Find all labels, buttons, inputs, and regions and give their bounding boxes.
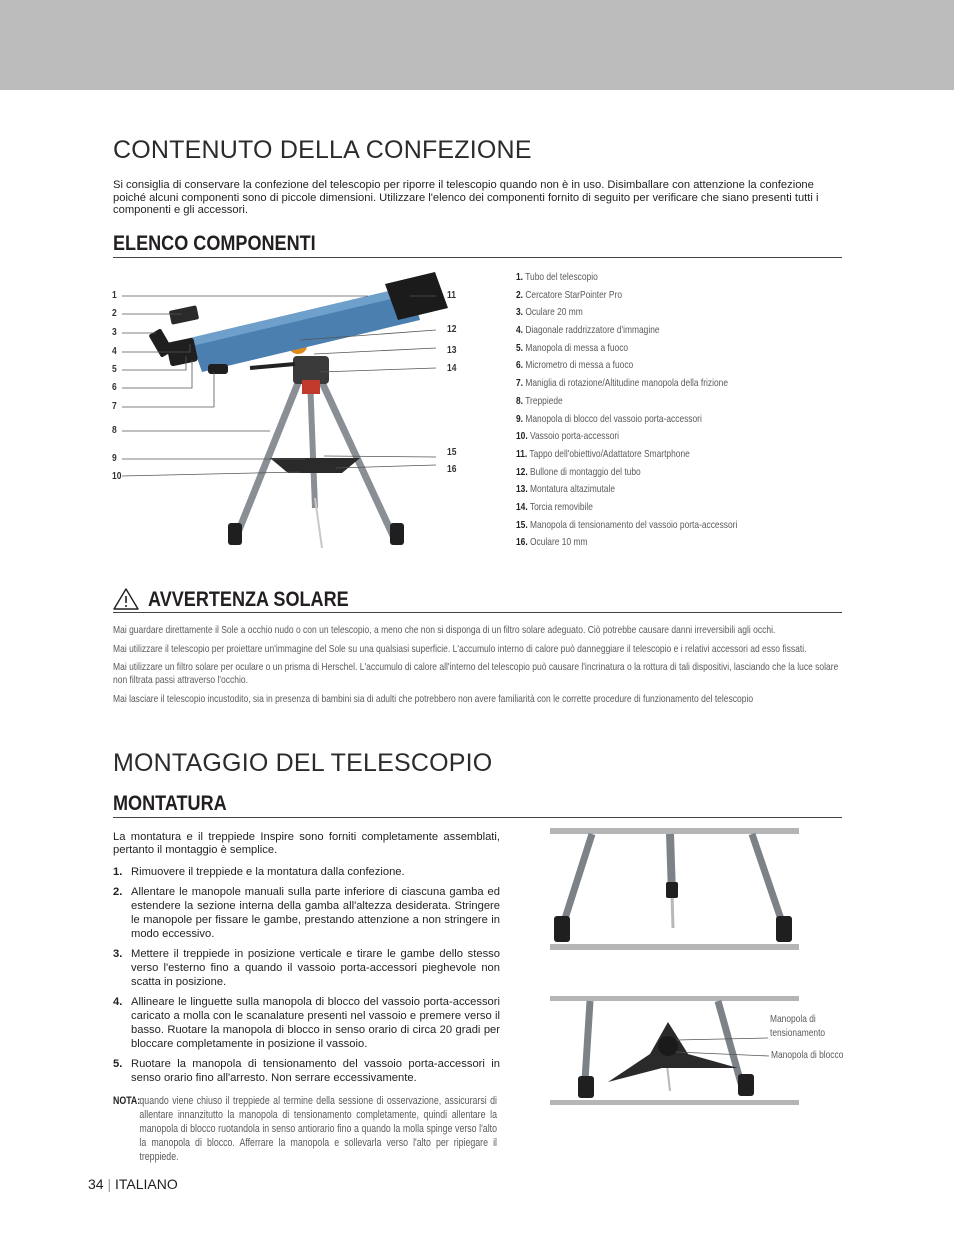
callout-12: 12 [447, 324, 457, 335]
list-item: 4. Allineare le linguette sulla manopola di blocco del vassoio porta-accessori caricato a molla con le scanalature presenti nel vassoio e premere verso il basso. Ruotare la manopola di blocco in senso orario di circa 20 gradi per bloccare completamente in posizione il vassoio. [113, 996, 500, 1050]
callout-8: 8 [112, 425, 117, 436]
assembly-steps [113, 866, 500, 1092]
list-item: 10. Vassoio porta-accessori [516, 430, 620, 443]
list-item: 2. Allentare le manopole manuali sulla parte inferiore di ciascuna gamba ed estendere la sezione interna della gamba all'altezza desiderata. Stringere le manopole per fissare le gambe, prestando attenzione a non stringere in modo eccessivo. [113, 886, 500, 940]
list-item: 11. Tappo dell'obiettivo/Adattatore Smartphone [516, 447, 690, 460]
section-title-assembly: MONTAGGIO DEL TELESCOPIO [113, 749, 493, 777]
list-item: 5. Manopola di messa a fuoco [516, 341, 629, 354]
list-item: 14. Torcia removibile [516, 500, 593, 513]
callout-11: 11 [447, 290, 456, 301]
list-item: 16. Oculare 10 mm [516, 536, 588, 549]
list-item: 6. Micrometro di messa a fuoco [516, 359, 634, 372]
accessory-tray-photo [550, 996, 799, 1106]
section-title-contents: CONTENUTO DELLA CONFEZIONE [113, 136, 532, 164]
list-item: 7. Maniglia di rotazione/Altitudine manopola della frizione [516, 377, 729, 390]
footer-separator: | [107, 1176, 112, 1192]
callout-14: 14 [447, 363, 457, 374]
note-text: quando viene chiuso il treppiede al termine della sessione di osservazione, assicurarsi di allentare innanzitutto la manopola di tensionamento completamente, quindi allentare la manopola di blocco ruotandola in senso antiorario fino a quando la molla spinge verso l'alto la manopola di blocco. Afferrare la manopola e sollevarla verso l'alto per ripiegare il treppiede. [139, 1095, 497, 1163]
footer-language: ITALIANO [115, 1176, 178, 1192]
warning-line: Mai utilizzare il telescopio per proiettare un'immagine del Sole su una qualsiasi superficie. L'accumulo interno di calore può danneggiare il telescopio e i relativi accessori ad esso fissati. [113, 642, 807, 655]
lock-knob-label: Manopola di blocco [771, 1049, 844, 1061]
contents-intro-text: Si consiglia di conservare la confezione del telescopio per riporre il telescopio quando non è in uso. Disimballare con attenzione la confezione poiché alcuni componenti sono di piccole dimensioni. Utilizzare l'elenco dei componenti fornito di seguito per verificare che siano presenti tutti i componenti e gli accessori. [113, 179, 819, 217]
list-item: 4. Diagonale raddrizzatore d'immagine [516, 324, 660, 337]
warning-line: Mai lasciare il telescopio incustodito, sia in presenza di bambini sia di adulti che potrebbero non avere familiarità con le corrette procedure di funzionamento del telescopio [113, 692, 754, 705]
mount-rule [113, 817, 842, 818]
list-item: 5. Ruotare la manopola di tensionamento del vassoio porta-accessori in senso orario fino all'arresto. Non serrare eccessivamente. [113, 1058, 500, 1084]
list-item: 12. Bullone di montaggio del tubo [516, 465, 641, 478]
list-item: 3. Mettere il treppiede in posizione verticale e tirare le gambe dello stesso verso l'esterno fino a quando il vassoio porta-accessori pieghevole non scatta in posizione. [113, 948, 500, 988]
mount-heading: MONTATURA [113, 792, 227, 815]
list-item: 1. Tubo del telescopio [516, 271, 598, 283]
mount-intro-text: La montatura e il treppiede Inspire sono forniti completamente assemblati, pertanto il montaggio è semplice. [113, 831, 500, 856]
note-label: NOTA: [113, 1095, 141, 1107]
warning-line: Mai guardare direttamente il Sole a occhio nudo o con un telescopio, a meno che non si disponga di un filtro solare adeguato. Ciò potrebbe causare danni irreversibili agli occhi. [113, 624, 776, 636]
telescope-illustration [110, 268, 470, 553]
components-list [516, 271, 846, 554]
callout-15: 15 [447, 447, 457, 458]
note-block [113, 1095, 497, 1165]
page-number: 34 [88, 1176, 104, 1192]
callout-2: 2 [112, 308, 117, 319]
list-item: 9. Manopola di blocco del vassoio porta-accessori [516, 412, 702, 425]
list-item: 1. Rimuovere il treppiede e la montatura dalla confezione. [113, 866, 405, 878]
solar-warning-heading: AVVERTENZA SOLARE [148, 588, 349, 611]
warning-line: Mai utilizzare un filtro solare per oculare o un prisma di Herschel. L'accumulo di calore all'interno del telescopio può causare l'incrinatura o la rottura di tali dispositivi, lasciando che la luce solare non filtrata passi attraverso l'occhio. [113, 661, 839, 687]
solar-warning-text [113, 624, 842, 711]
list-item: 8. Treppiede [516, 394, 563, 407]
header-band [0, 0, 954, 90]
list-item: 13. Montatura altazimutale [516, 483, 616, 496]
components-heading: ELENCO COMPONENTI [113, 232, 316, 255]
tripod-photo [550, 828, 799, 950]
components-rule [113, 257, 842, 258]
list-item: 3. Oculare 20 mm [516, 306, 583, 319]
callout-16: 16 [447, 464, 457, 475]
warning-triangle-icon [113, 588, 139, 610]
list-item: 15. Manopola di tensionamento del vassoio porta-accessori [516, 518, 738, 531]
callout-5: 5 [112, 364, 117, 375]
callout-7: 7 [112, 401, 117, 412]
warning-rule [113, 612, 842, 613]
list-item: 2. Cercatore StarPointer Pro [516, 288, 622, 301]
callout-13: 13 [447, 345, 457, 356]
callout-1: 1 [112, 290, 117, 301]
tension-knob-label: Manopola di tensionamento [770, 1013, 826, 1039]
page-footer [88, 1176, 178, 1192]
callout-3: 3 [112, 327, 117, 338]
callout-10: 10 [112, 471, 122, 482]
callout-4: 4 [112, 346, 117, 357]
callout-6: 6 [112, 382, 117, 393]
callout-9: 9 [112, 453, 117, 464]
telescope-drawing [110, 268, 470, 553]
